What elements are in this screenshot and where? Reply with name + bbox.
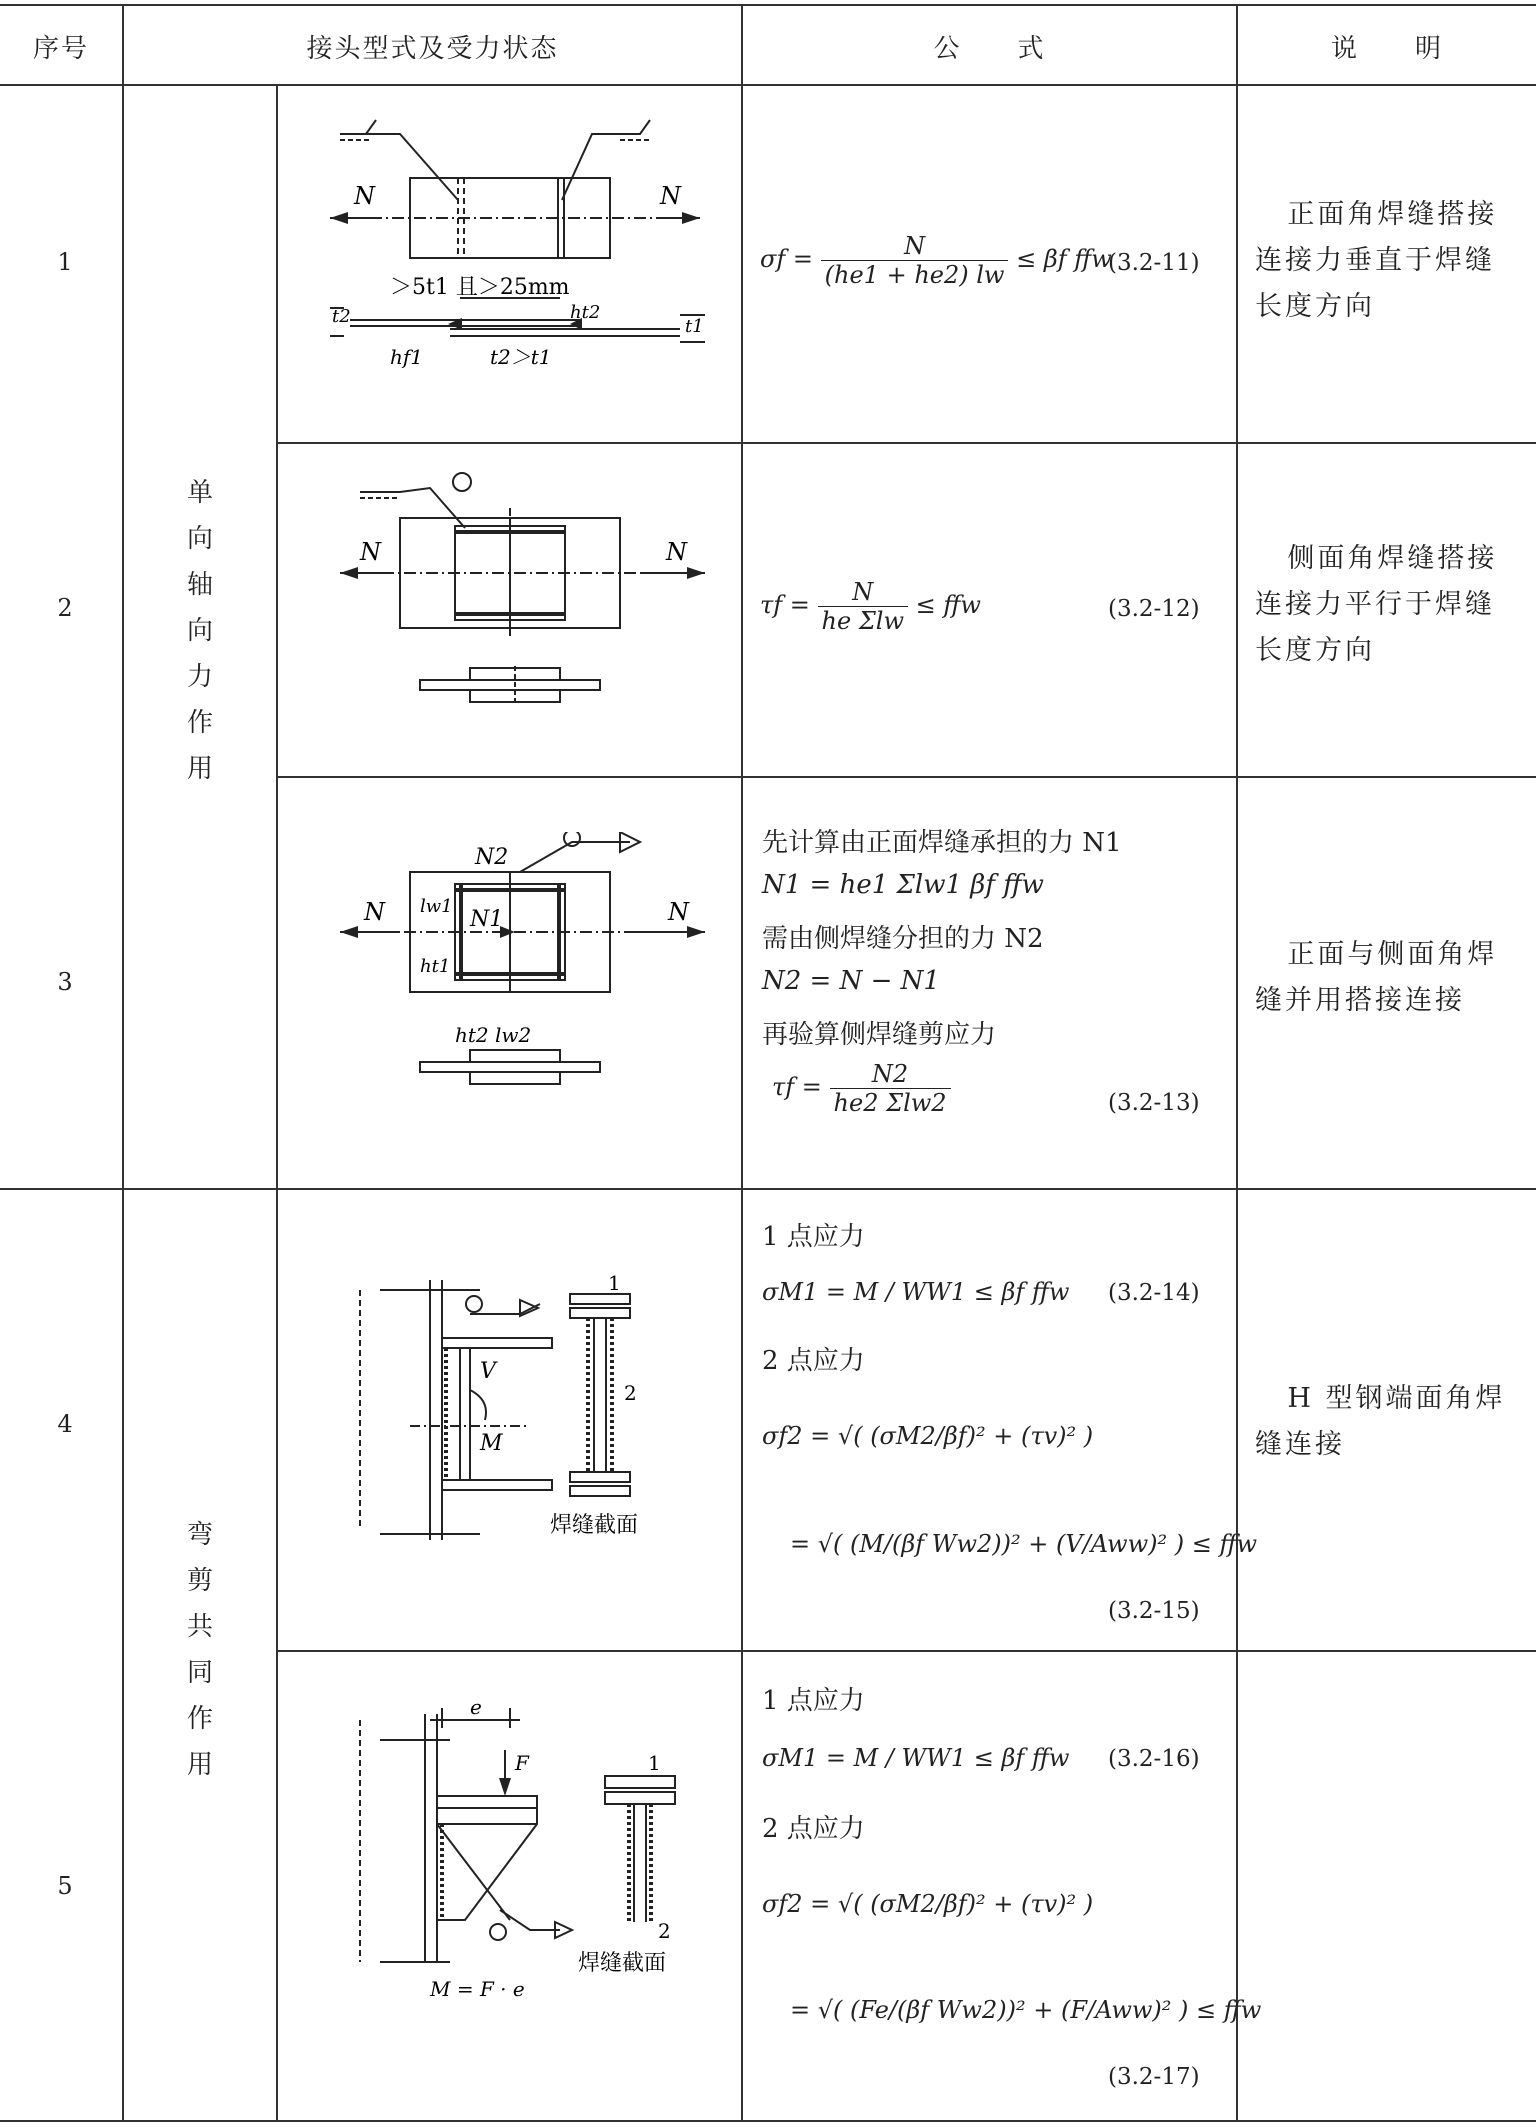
group-rule [0, 1188, 1536, 1190]
formula-lhs: τf = [772, 1073, 822, 1101]
formula-3-2-15: = √( (M/(βf Ww2))² + (V/Aww)² ) ≤ ffw [790, 1530, 1258, 1558]
fig4-m: M [480, 1431, 503, 1456]
group-char: 同 [186, 1658, 213, 1688]
eq-number: (3.2-14) [1108, 1280, 1200, 1306]
formula-3-2-17: = √( (Fe/(βf Ww2))² + (F/Aww)² ) ≤ ffw [790, 1996, 1262, 2024]
fig1-dim: ＞5t1 且＞25mm [390, 275, 570, 300]
fig1-hf2: ht2 [570, 302, 601, 323]
formula-fraction [830, 1060, 951, 1117]
formula-text-line: N2 = N − N1 [762, 966, 940, 996]
formula-denominator: (he1 + he2) lw [824, 261, 1005, 289]
formula-text-line: 再验算侧焊缝剪应力 [762, 1020, 997, 1050]
row-index-4: 4 [57, 1410, 73, 1438]
formula-text-line: 2 点应力 [762, 1346, 865, 1376]
formula-text-line: 先计算由正面焊缝承担的力 N1 [762, 828, 1122, 858]
col-rule-3 [741, 4, 743, 2122]
group-char: 共 [186, 1612, 213, 1642]
table-top-rule [0, 4, 1536, 6]
formula-numerator: N2 [830, 1060, 951, 1089]
formula-lhs: τf = [760, 591, 810, 619]
formula-sigma-f2: σf2 = √( (σM2/βf)² + (τv)² ) [762, 1890, 1094, 1918]
group-label-axial [180, 470, 220, 792]
formula-text-line: 1 点应力 [762, 1222, 865, 1252]
fig3-lw1: lw1 [420, 896, 453, 917]
formula-3-2-16: σM1 = M / WW1 ≤ βf ffw [762, 1744, 1070, 1772]
formula-lhs: σf = [760, 245, 814, 273]
fig3-n1: N1 [470, 907, 504, 932]
eq-number: (3.2-11) [1108, 250, 1200, 276]
group-char: 轴 [186, 570, 213, 600]
formula-numerator: N [821, 232, 1009, 261]
fig3-n-left: N [364, 898, 385, 926]
formula-fraction [818, 578, 908, 635]
fig4-p2: 2 [624, 1381, 637, 1405]
note-row-4: H 型钢端面角焊缝连接 [1255, 1383, 1506, 1460]
formula-rhs: ≤ βf ffw [1016, 245, 1112, 273]
row-index-5: 5 [57, 1872, 73, 1900]
row-index-2: 2 [57, 594, 73, 622]
row-rule-1 [278, 442, 1536, 444]
formula-text-line: 2 点应力 [762, 1814, 865, 1844]
note-row-1: 正面角焊缝搭接连接力垂直于焊缝长度方向 [1255, 199, 1498, 322]
col-rule-2 [276, 84, 278, 2122]
fig5-f: F [515, 1751, 529, 1775]
eq-number: (3.2-16) [1108, 1746, 1200, 1772]
group-label-bending [180, 1512, 220, 1788]
formula-text-line: 需由侧焊缝分担的力 N2 [762, 924, 1044, 954]
note-row-2: 侧面角焊缝搭接连接力平行于焊缝长度方向 [1255, 543, 1498, 666]
header-note: 说 明 [1330, 34, 1443, 64]
fig3-n-right: N [668, 898, 689, 926]
eq-number: (3.2-15) [1108, 1598, 1200, 1624]
formula-rhs: ≤ ffw [915, 591, 981, 619]
fig1-t2: t2 [332, 306, 351, 327]
figure-combined-fillet-lap [340, 832, 710, 1102]
figure-side-fillet-lap [340, 468, 710, 728]
fig3-bottom: ht2 lw2 [455, 1023, 532, 1047]
formula-numerator: N [818, 578, 908, 607]
formula-3-2-13 [772, 1060, 951, 1117]
group-char: 向 [186, 524, 213, 554]
formula-3-2-11 [760, 232, 1112, 289]
eq-number: (3.2-13) [1108, 1090, 1200, 1116]
formula-fraction [821, 232, 1009, 289]
formula-denominator: he Σlw [821, 607, 905, 635]
fig2-n-right: N [666, 538, 687, 566]
formula-text-line: 1 点应力 [762, 1686, 865, 1716]
fig1-n-right: N [660, 182, 681, 210]
table-bottom-rule [0, 2120, 1536, 2122]
figure-bracket-weld [320, 1700, 700, 2000]
col-rule-1 [122, 4, 124, 2122]
fig5-moment: M = F · e [430, 1977, 525, 2000]
header-joint: 接头型式及受力状态 [306, 34, 559, 64]
note-row-3: 正面与侧面角焊缝并用搭接连接 [1255, 939, 1498, 1016]
formula-3-2-12 [760, 578, 981, 635]
fig5-e: e [470, 1700, 482, 1719]
group-char: 单 [186, 478, 213, 508]
header-index: 序号 [32, 34, 89, 64]
col-rule-4 [1236, 4, 1238, 2122]
header-formula: 公 式 [933, 34, 1046, 64]
fig5-section: 焊缝截面 [578, 1951, 667, 1976]
fig1-t1: t1 [685, 316, 704, 337]
group-char: 弯 [186, 1520, 213, 1550]
row-index-3: 3 [57, 968, 73, 996]
group-char: 剪 [186, 1566, 213, 1596]
header-rule [0, 84, 1536, 86]
group-char: 作 [186, 708, 213, 738]
figure-front-fillet-lap [330, 110, 710, 400]
group-char: 力 [186, 662, 213, 692]
figure-h-beam-end-weld [350, 1250, 700, 1550]
formula-sigma-f2: σf2 = √( (σM2/βf)² + (τv)² ) [762, 1422, 1094, 1450]
formula-denominator: he2 Σlw2 [833, 1089, 947, 1117]
eq-number: (3.2-17) [1108, 2064, 1200, 2090]
fig3-ht1: ht1 [420, 956, 451, 977]
formula-3-2-14: σM1 = M / WW1 ≤ βf ffw [762, 1278, 1070, 1306]
group-char: 用 [186, 754, 213, 784]
fig1-hf1: hf1 [390, 345, 424, 369]
row-index-1: 1 [57, 248, 73, 276]
fig4-v: V [480, 1359, 496, 1384]
formula-text-line: N1 = he1 Σlw1 βf ffw [762, 870, 1044, 900]
fig1-t2gt: t2＞t1 [490, 345, 552, 369]
fig2-n-left: N [360, 538, 381, 566]
group-char: 作 [186, 1704, 213, 1734]
group-char: 向 [186, 616, 213, 646]
fig1-n-left: N [354, 182, 375, 210]
group-char: 用 [186, 1750, 213, 1780]
row-rule-2 [278, 776, 1536, 778]
fig4-section: 焊缝截面 [550, 1513, 639, 1538]
fig5-p2: 2 [658, 1919, 671, 1943]
row-rule-4 [278, 1650, 1536, 1652]
fig4-p1: 1 [608, 1271, 621, 1295]
eq-number: (3.2-12) [1108, 596, 1200, 622]
fig5-p1: 1 [648, 1751, 661, 1775]
fig3-n2: N2 [475, 845, 509, 870]
